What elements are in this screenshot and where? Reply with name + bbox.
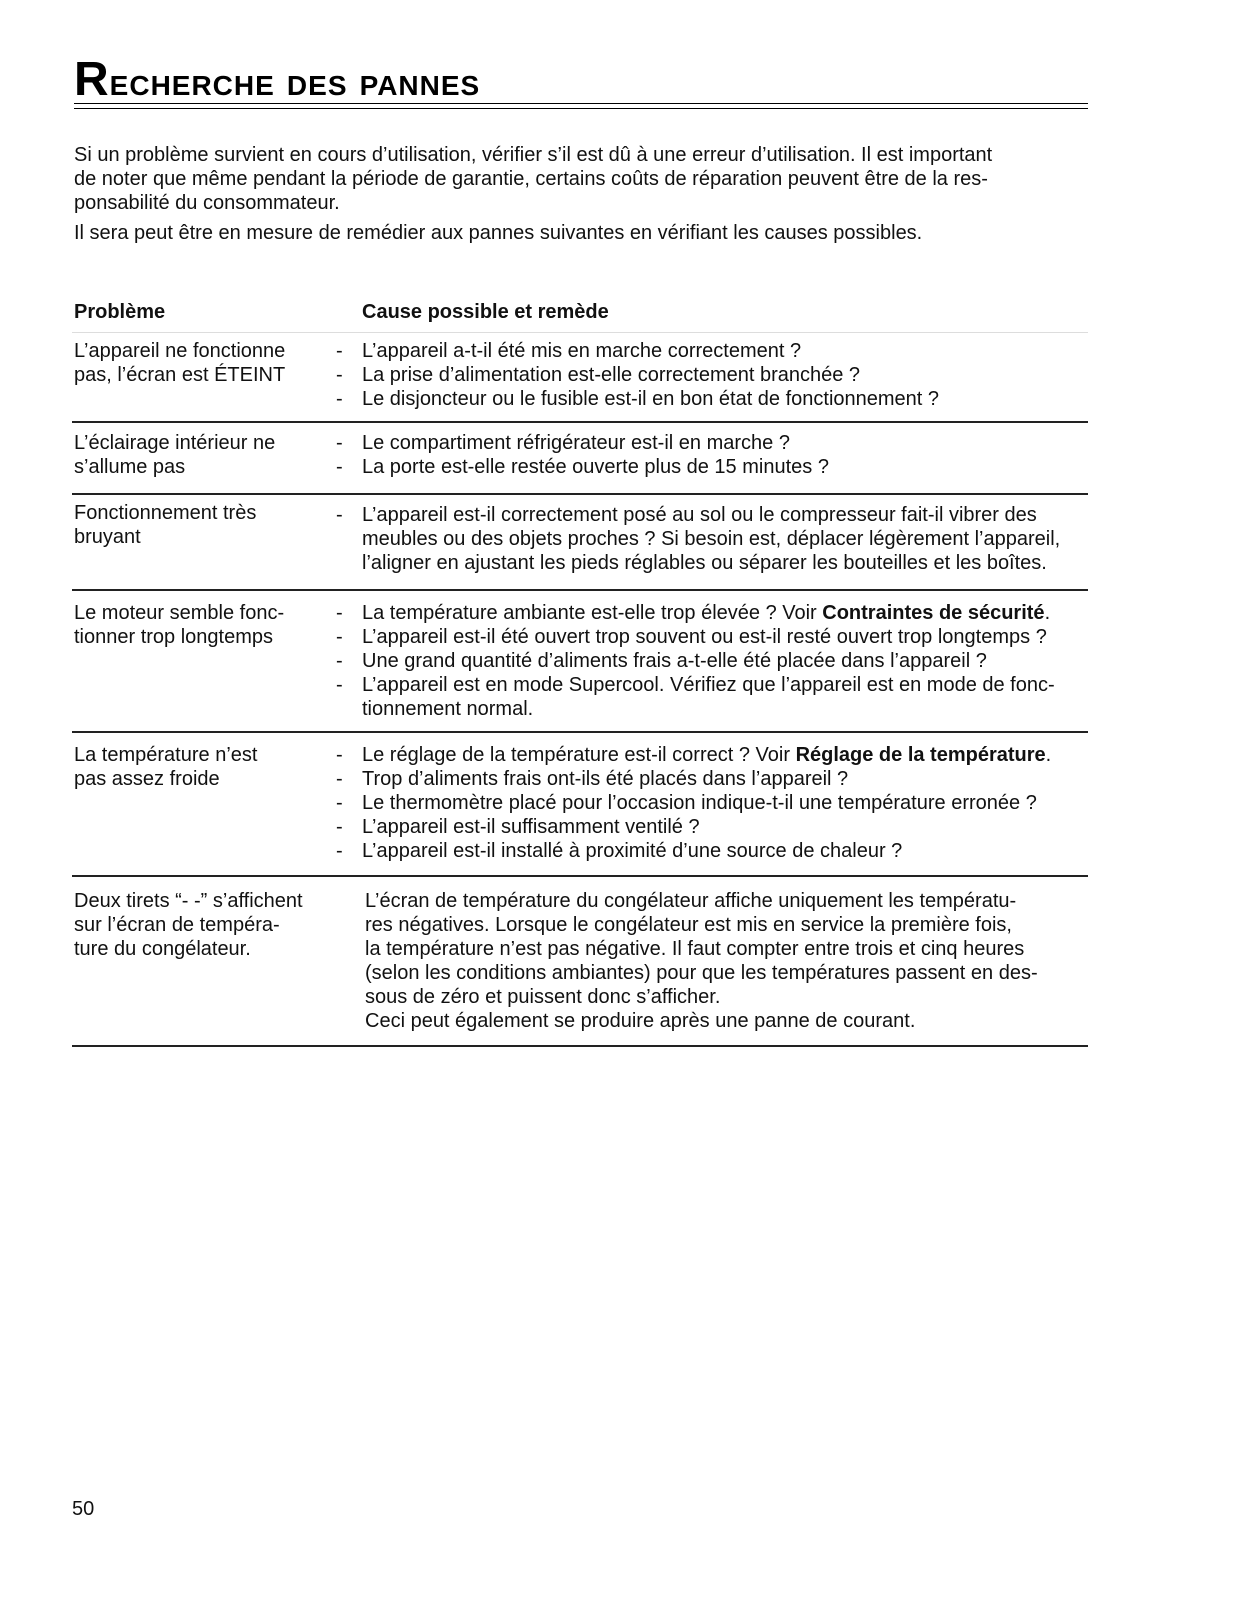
problem-line: Deux tirets “- -” s’affichent xyxy=(74,890,303,912)
remedy-line: sous de zéro et puissent donc s’afficher. xyxy=(365,986,721,1008)
cause-text: La température ambiante est-elle trop élevée ? Voir xyxy=(362,602,823,624)
cause-item: L’appareil est-il installé à proximité d’une source de chaleur ? xyxy=(362,840,903,862)
cause-item xyxy=(362,601,1088,625)
bullet-dash: - xyxy=(336,792,343,814)
bullet-dash: - xyxy=(336,432,343,454)
bullet-dash: - xyxy=(336,456,343,478)
bullet-dash: - xyxy=(336,364,343,386)
bullet-dash: - xyxy=(336,650,343,672)
cause-text: . xyxy=(1045,744,1052,766)
problem-line: ture du congélateur. xyxy=(74,938,251,960)
table-row xyxy=(72,494,1088,590)
cause-cell xyxy=(362,494,1088,590)
problem-line: sur l’écran de tempéra- xyxy=(74,914,280,936)
bullet-dash: - xyxy=(336,504,343,526)
intro-text xyxy=(74,143,1084,245)
title-initial: R xyxy=(74,53,110,106)
page-title xyxy=(74,53,481,106)
remedy-line: (selon les conditions ambiantes) pour que les températures passent en des- xyxy=(365,962,1038,984)
remedy-line: Ceci peut également se produire après une panne de courant. xyxy=(365,1010,916,1032)
dash-cell xyxy=(336,333,362,423)
bullet-dash: - xyxy=(336,626,343,648)
title-rest: echerche des pannes xyxy=(109,60,481,104)
intro-paragraph-1 xyxy=(74,143,1084,215)
cause-item: Le thermomètre placé pour l’occasion indique-t-il une température erronée ? xyxy=(362,792,1037,814)
bullet-dash: - xyxy=(336,674,343,696)
cause-item: Le disjoncteur ou le fusible est-il en bon état de fonctionnement ? xyxy=(362,388,940,410)
problem-cell xyxy=(72,590,336,732)
cause-line: l’aligner en ajustant les pieds réglables ou séparer les bouteilles et les boîtes. xyxy=(362,552,1047,574)
page-number: 50 xyxy=(72,1498,95,1520)
cause-line: L’appareil est en mode Supercool. Vérifiez que l’appareil est en mode de fonc- xyxy=(362,674,1055,696)
cause-text: . xyxy=(1044,602,1051,624)
bullet-dash: - xyxy=(336,602,343,624)
cause-reference: Réglage de la température xyxy=(795,744,1046,766)
problem-cell xyxy=(72,494,336,590)
dash-cell xyxy=(336,494,362,590)
intro-line: ponsabilité du consommateur. xyxy=(74,192,340,214)
bullet-dash: - xyxy=(336,340,343,362)
intro-paragraph-2: Il sera peut être en mesure de remédier aux pannes suivantes en vérifiant les causes possibles. xyxy=(74,222,923,244)
table-row xyxy=(72,876,1088,1046)
intro-line: Si un problème survient en cours d’utilisation, vérifier s’il est dû à une erreur d’utilisation. Il est important xyxy=(74,144,993,166)
cause-item: L’appareil est-il été ouvert trop souvent ou est-il resté ouvert trop longtemps ? xyxy=(362,626,1047,648)
title-rule-top xyxy=(74,103,1088,104)
problem-line: Fonctionnement très xyxy=(74,502,257,524)
problem-line: bruyant xyxy=(74,526,141,548)
cause-line: L’appareil est-il correctement posé au sol ou le compresseur fait-il vibrer des xyxy=(362,504,1037,526)
bullet-dash: - xyxy=(336,840,343,862)
table-row xyxy=(72,732,1088,876)
cause-line: meubles ou des objets proches ? Si besoin est, déplacer légèrement l’appareil, xyxy=(362,528,1061,550)
dash-cell xyxy=(336,590,362,732)
dash-cell xyxy=(336,876,362,1046)
remedy-line: la température n’est pas négative. Il faut compter entre trois et cinq heures xyxy=(365,938,1025,960)
cause-item: L’appareil a-t-il été mis en marche correctement ? xyxy=(362,340,802,362)
bullet-dash: - xyxy=(336,816,343,838)
cause-line: tionnement normal. xyxy=(362,698,534,720)
problem-line: La température n’est xyxy=(74,744,258,766)
problem-line: L’éclairage intérieur ne xyxy=(74,432,276,454)
cause-reference: Contraintes de sécurité xyxy=(822,602,1045,624)
remedy-line: L’écran de température du congélateur affiche uniquement les températu- xyxy=(365,890,1017,912)
bullet-dash: - xyxy=(336,388,343,410)
cause-cell xyxy=(362,590,1088,732)
remedy-cell xyxy=(362,876,1088,1046)
dash-cell xyxy=(336,422,362,494)
problem-cell xyxy=(72,876,336,1046)
problem-cell xyxy=(72,732,336,876)
header-problem: Problème xyxy=(72,298,336,333)
problem-line: pas assez froide xyxy=(74,768,220,790)
cause-item: Le compartiment réfrigérateur est-il en marche ? xyxy=(362,432,790,454)
problem-line: L’appareil ne fonctionne xyxy=(74,340,286,362)
table-row xyxy=(72,422,1088,494)
title-rule-bottom xyxy=(74,108,1088,109)
remedy-paragraph xyxy=(365,889,1088,1033)
problem-line: tionner trop longtemps xyxy=(74,626,274,648)
header-cause: Cause possible et remède xyxy=(362,298,1088,333)
troubleshooting-table xyxy=(72,298,1088,1047)
cause-item: L’appareil est-il suffisamment ventilé ? xyxy=(362,816,700,838)
cause-cell xyxy=(362,732,1088,876)
dash-cell xyxy=(336,732,362,876)
problem-line: s’allume pas xyxy=(74,456,186,478)
intro-line: de noter que même pendant la période de garantie, certains coûts de réparation peuvent être de la res- xyxy=(74,168,988,190)
bullet-dash: - xyxy=(336,768,343,790)
table-row xyxy=(72,590,1088,732)
problem-cell xyxy=(72,422,336,494)
cause-item xyxy=(362,673,1088,721)
cause-cell xyxy=(362,422,1088,494)
cause-item: La prise d’alimentation est-elle correctement branchée ? xyxy=(362,364,861,386)
problem-cell xyxy=(72,333,336,423)
cause-item xyxy=(362,743,1088,767)
cause-text: Le réglage de la température est-il correct ? Voir xyxy=(362,744,796,766)
cause-item: Une grand quantité d’aliments frais a-t-elle été placée dans l’appareil ? xyxy=(362,650,987,672)
cause-item xyxy=(362,503,1088,575)
problem-line: Le moteur semble fonc- xyxy=(74,602,285,624)
cause-cell xyxy=(362,333,1088,423)
cause-item: Trop d’aliments frais ont-ils été placés dans l’appareil ? xyxy=(362,768,849,790)
header-spacer xyxy=(336,298,362,333)
bullet-dash: - xyxy=(336,744,343,766)
table-header-row xyxy=(72,298,1088,333)
remedy-line: res négatives. Lorsque le congélateur est mis en service la première fois, xyxy=(365,914,1012,936)
problem-line: pas, l’écran est ÉTEINT xyxy=(74,364,286,386)
cause-item: La porte est-elle restée ouverte plus de 15 minutes ? xyxy=(362,456,829,478)
table-row xyxy=(72,333,1088,423)
